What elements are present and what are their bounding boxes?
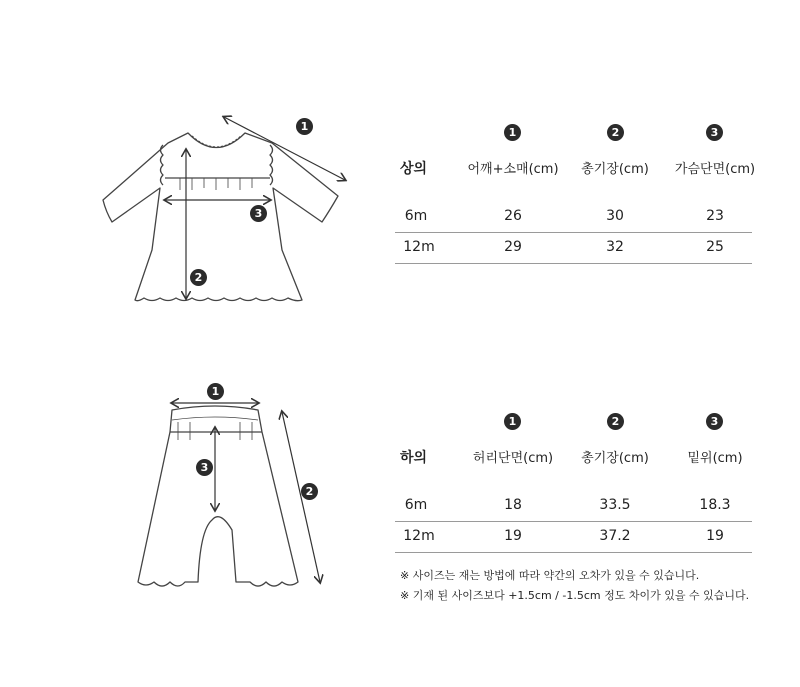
top-size-table (395, 124, 756, 263)
column-header: 허리단면(cm) (472, 451, 554, 466)
marker-bottom-length: 2 (301, 483, 318, 500)
table-cell: 37.2 (599, 528, 631, 544)
marker-top-length: 2 (190, 269, 207, 286)
row-divider (395, 552, 752, 553)
row-divider (395, 263, 752, 264)
table-cell: 19 (706, 528, 724, 544)
column-header: 가슴단면(cm) (674, 162, 756, 177)
bottom-size-table (395, 413, 752, 552)
table-cell: 18.3 (699, 497, 731, 513)
note-line: ※ 사이즈는 재는 방법에 따라 약간의 오차가 있을 수 있습니다. (400, 569, 700, 582)
column-header: 총기장(cm) (581, 451, 649, 466)
table-cell: 29 (504, 239, 522, 255)
table-cell: 26 (504, 208, 522, 224)
bottom-table-label: 하의 (400, 450, 428, 466)
table-cell: 19 (504, 528, 522, 544)
bottom-garment-drawing (138, 406, 298, 586)
top-header-numbers (395, 124, 752, 154)
table-cell: 18 (504, 497, 522, 513)
header-number: 3 (706, 124, 723, 141)
column-header: 어깨+소매(cm) (467, 162, 559, 177)
header-number: 3 (706, 413, 723, 430)
table-row (395, 490, 752, 521)
top-table-label: 상의 (400, 161, 428, 177)
bottom-header-row (395, 443, 752, 474)
header-number: 1 (504, 413, 521, 430)
marker-bottom-rise: 3 (196, 459, 213, 476)
table-cell: 32 (606, 239, 624, 255)
size-label: 12m (403, 528, 435, 544)
size-notes (400, 566, 749, 606)
top-shoulder-arrow (224, 117, 345, 180)
marker-bottom-waist: 1 (207, 383, 224, 400)
size-label: 12m (403, 239, 435, 255)
table-cell: 33.5 (599, 497, 631, 513)
top-header-row (395, 154, 756, 185)
table-cell: 25 (706, 239, 724, 255)
column-header: 밑위(cm) (687, 451, 743, 466)
table-row (395, 201, 752, 232)
marker-top-shoulder: 1 (296, 118, 313, 135)
marker-top-chest: 3 (250, 205, 267, 222)
column-header: 총기장(cm) (581, 162, 649, 177)
header-number: 2 (607, 413, 624, 430)
size-label: 6m (404, 497, 428, 513)
table-cell: 30 (606, 208, 624, 224)
size-label: 6m (404, 208, 428, 224)
table-row (395, 521, 752, 552)
table-row (395, 232, 752, 263)
table-cell: 23 (706, 208, 724, 224)
header-number: 1 (504, 124, 521, 141)
note-line: ※ 기재 된 사이즈보다 +1.5cm / -1.5cm 정도 차이가 있을 수 있습니다. (400, 589, 750, 602)
bottom-header-numbers (395, 413, 752, 443)
header-number: 2 (607, 124, 624, 141)
